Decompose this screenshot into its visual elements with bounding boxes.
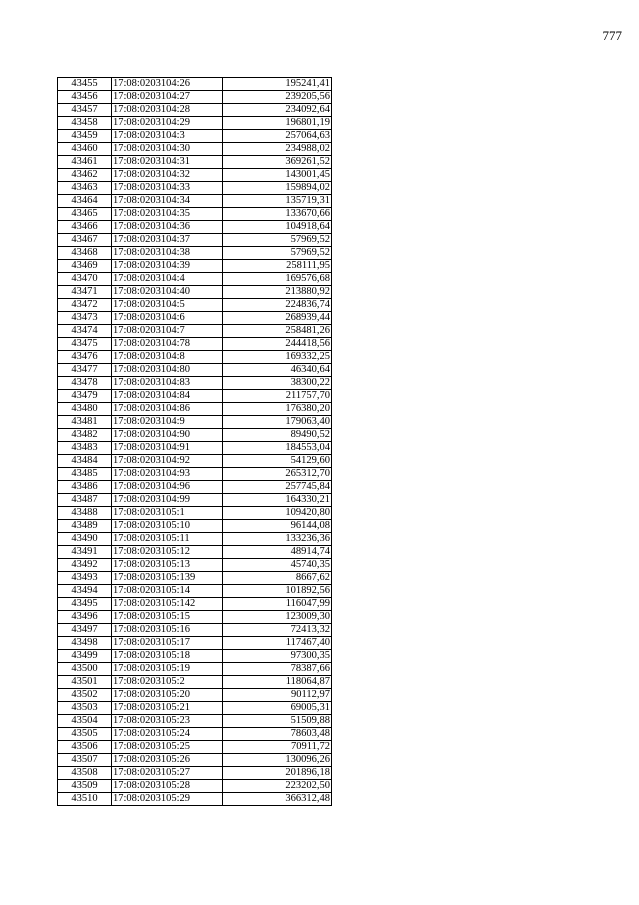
table-row <box>58 104 332 117</box>
table-row <box>58 338 332 351</box>
row-id-cell: 43507 <box>58 754 112 767</box>
cadastral-number-cell: 17:08:0203105:24 <box>112 728 223 741</box>
row-id-cell: 43472 <box>58 299 112 312</box>
cadastral-number-cell: 17:08:0203105:142 <box>112 598 223 611</box>
table-row <box>58 91 332 104</box>
table-row <box>58 390 332 403</box>
table-row <box>58 533 332 546</box>
row-id-cell: 43510 <box>58 793 112 806</box>
table-row <box>58 754 332 767</box>
value-cell: 366312,48 <box>223 793 332 806</box>
row-id-cell: 43466 <box>58 221 112 234</box>
table-row <box>58 637 332 650</box>
cadastral-number-cell: 17:08:0203104:29 <box>112 117 223 130</box>
row-id-cell: 43460 <box>58 143 112 156</box>
table-row <box>58 741 332 754</box>
table-row <box>58 468 332 481</box>
value-cell: 57969,52 <box>223 234 332 247</box>
row-id-cell: 43471 <box>58 286 112 299</box>
cadastral-number-cell: 17:08:0203105:12 <box>112 546 223 559</box>
row-id-cell: 43505 <box>58 728 112 741</box>
row-id-cell: 43506 <box>58 741 112 754</box>
row-id-cell: 43492 <box>58 559 112 572</box>
value-cell: 176380,20 <box>223 403 332 416</box>
row-id-cell: 43494 <box>58 585 112 598</box>
value-cell: 164330,21 <box>223 494 332 507</box>
cadastral-number-cell: 17:08:0203104:3 <box>112 130 223 143</box>
row-id-cell: 43498 <box>58 637 112 650</box>
row-id-cell: 43474 <box>58 325 112 338</box>
row-id-cell: 43475 <box>58 338 112 351</box>
table-row <box>58 221 332 234</box>
value-cell: 90112,97 <box>223 689 332 702</box>
row-id-cell: 43456 <box>58 91 112 104</box>
value-cell: 51509,88 <box>223 715 332 728</box>
table-row <box>58 481 332 494</box>
value-cell: 117467,40 <box>223 637 332 650</box>
value-cell: 109420,80 <box>223 507 332 520</box>
table-row <box>58 143 332 156</box>
table-row <box>58 611 332 624</box>
table-row <box>58 195 332 208</box>
cadastral-number-cell: 17:08:0203104:4 <box>112 273 223 286</box>
cadastral-number-cell: 17:08:0203104:99 <box>112 494 223 507</box>
cadastral-number-cell: 17:08:0203104:5 <box>112 299 223 312</box>
table-row <box>58 130 332 143</box>
page-number: 777 <box>602 28 622 43</box>
cadastral-number-cell: 17:08:0203104:96 <box>112 481 223 494</box>
cadastral-number-cell: 17:08:0203104:90 <box>112 429 223 442</box>
table-row <box>58 364 332 377</box>
table-row <box>58 455 332 468</box>
table-body <box>58 78 332 806</box>
row-id-cell: 43473 <box>58 312 112 325</box>
value-cell: 48914,74 <box>223 546 332 559</box>
value-cell: 169332,25 <box>223 351 332 364</box>
value-cell: 130096,26 <box>223 754 332 767</box>
value-cell: 96144,08 <box>223 520 332 533</box>
table-row <box>58 689 332 702</box>
row-id-cell: 43503 <box>58 702 112 715</box>
value-cell: 46340,64 <box>223 364 332 377</box>
row-id-cell: 43464 <box>58 195 112 208</box>
table-row <box>58 429 332 442</box>
cadastral-number-cell: 17:08:0203105:28 <box>112 780 223 793</box>
row-id-cell: 43478 <box>58 377 112 390</box>
cadastral-number-cell: 17:08:0203105:17 <box>112 637 223 650</box>
cadastral-number-cell: 17:08:0203104:8 <box>112 351 223 364</box>
row-id-cell: 43479 <box>58 390 112 403</box>
data-table <box>57 77 332 806</box>
value-cell: 369261,52 <box>223 156 332 169</box>
row-id-cell: 43470 <box>58 273 112 286</box>
row-id-cell: 43459 <box>58 130 112 143</box>
row-id-cell: 43461 <box>58 156 112 169</box>
table-row <box>58 377 332 390</box>
row-id-cell: 43467 <box>58 234 112 247</box>
table-row <box>58 78 332 91</box>
row-id-cell: 43499 <box>58 650 112 663</box>
row-id-cell: 43469 <box>58 260 112 273</box>
cadastral-number-cell: 17:08:0203105:13 <box>112 559 223 572</box>
table-row <box>58 208 332 221</box>
cadastral-number-cell: 17:08:0203104:30 <box>112 143 223 156</box>
value-cell: 118064,87 <box>223 676 332 689</box>
cadastral-number-cell: 17:08:0203104:91 <box>112 442 223 455</box>
row-id-cell: 43497 <box>58 624 112 637</box>
value-cell: 244418,56 <box>223 338 332 351</box>
cadastral-number-cell: 17:08:0203104:31 <box>112 156 223 169</box>
value-cell: 38300,22 <box>223 377 332 390</box>
table-row <box>58 156 332 169</box>
table-row <box>58 624 332 637</box>
cadastral-number-cell: 17:08:0203105:1 <box>112 507 223 520</box>
value-cell: 201896,18 <box>223 767 332 780</box>
cadastral-number-cell: 17:08:0203105:19 <box>112 663 223 676</box>
row-id-cell: 43485 <box>58 468 112 481</box>
row-id-cell: 43458 <box>58 117 112 130</box>
table-row <box>58 403 332 416</box>
value-cell: 72413,32 <box>223 624 332 637</box>
row-id-cell: 43462 <box>58 169 112 182</box>
table-row <box>58 546 332 559</box>
cadastral-number-cell: 17:08:0203104:84 <box>112 390 223 403</box>
cadastral-number-cell: 17:08:0203105:23 <box>112 715 223 728</box>
row-id-cell: 43481 <box>58 416 112 429</box>
row-id-cell: 43509 <box>58 780 112 793</box>
table-row <box>58 507 332 520</box>
row-id-cell: 43508 <box>58 767 112 780</box>
row-id-cell: 43493 <box>58 572 112 585</box>
cadastral-number-cell: 17:08:0203105:25 <box>112 741 223 754</box>
value-cell: 257064,63 <box>223 130 332 143</box>
cadastral-number-cell: 17:08:0203104:6 <box>112 312 223 325</box>
cadastral-number-cell: 17:08:0203104:80 <box>112 364 223 377</box>
cadastral-number-cell: 17:08:0203104:92 <box>112 455 223 468</box>
value-cell: 123009,30 <box>223 611 332 624</box>
table-row <box>58 273 332 286</box>
row-id-cell: 43457 <box>58 104 112 117</box>
value-cell: 265312,70 <box>223 468 332 481</box>
cadastral-number-cell: 17:08:0203105:16 <box>112 624 223 637</box>
cadastral-number-cell: 17:08:0203104:7 <box>112 325 223 338</box>
cadastral-number-cell: 17:08:0203105:26 <box>112 754 223 767</box>
row-id-cell: 43482 <box>58 429 112 442</box>
cadastral-number-cell: 17:08:0203104:33 <box>112 182 223 195</box>
cadastral-number-cell: 17:08:0203105:10 <box>112 520 223 533</box>
table-row <box>58 767 332 780</box>
cadastral-number-cell: 17:08:0203105:27 <box>112 767 223 780</box>
table-row <box>58 312 332 325</box>
value-cell: 45740,35 <box>223 559 332 572</box>
value-cell: 211757,70 <box>223 390 332 403</box>
row-id-cell: 43489 <box>58 520 112 533</box>
table-row <box>58 663 332 676</box>
table-row <box>58 416 332 429</box>
cadastral-number-cell: 17:08:0203105:15 <box>112 611 223 624</box>
table-row <box>58 286 332 299</box>
value-cell: 78387,66 <box>223 663 332 676</box>
value-cell: 224836,74 <box>223 299 332 312</box>
table-row <box>58 520 332 533</box>
cadastral-number-cell: 17:08:0203104:39 <box>112 260 223 273</box>
value-cell: 159894,02 <box>223 182 332 195</box>
value-cell: 97300,35 <box>223 650 332 663</box>
row-id-cell: 43468 <box>58 247 112 260</box>
value-cell: 69005,31 <box>223 702 332 715</box>
cadastral-number-cell: 17:08:0203105:2 <box>112 676 223 689</box>
table-row <box>58 650 332 663</box>
value-cell: 104918,64 <box>223 221 332 234</box>
table-row <box>58 585 332 598</box>
table-row <box>58 780 332 793</box>
cadastral-number-cell: 17:08:0203104:78 <box>112 338 223 351</box>
row-id-cell: 43455 <box>58 78 112 91</box>
row-id-cell: 43484 <box>58 455 112 468</box>
cadastral-number-cell: 17:08:0203104:32 <box>112 169 223 182</box>
table-row <box>58 728 332 741</box>
row-id-cell: 43477 <box>58 364 112 377</box>
table-row <box>58 598 332 611</box>
cadastral-number-cell: 17:08:0203104:9 <box>112 416 223 429</box>
table-row <box>58 702 332 715</box>
value-cell: 223202,50 <box>223 780 332 793</box>
row-id-cell: 43476 <box>58 351 112 364</box>
cadastral-number-cell: 17:08:0203104:36 <box>112 221 223 234</box>
row-id-cell: 43500 <box>58 663 112 676</box>
value-cell: 89490,52 <box>223 429 332 442</box>
value-cell: 239205,56 <box>223 91 332 104</box>
value-cell: 169576,68 <box>223 273 332 286</box>
table-row <box>58 715 332 728</box>
value-cell: 143001,45 <box>223 169 332 182</box>
cadastral-number-cell: 17:08:0203104:26 <box>112 78 223 91</box>
row-id-cell: 43502 <box>58 689 112 702</box>
table-row <box>58 182 332 195</box>
value-cell: 268939,44 <box>223 312 332 325</box>
cadastral-number-cell: 17:08:0203104:83 <box>112 377 223 390</box>
row-id-cell: 43465 <box>58 208 112 221</box>
cadastral-number-cell: 17:08:0203105:20 <box>112 689 223 702</box>
value-cell: 234988,02 <box>223 143 332 156</box>
value-cell: 179063,40 <box>223 416 332 429</box>
cadastral-number-cell: 17:08:0203104:34 <box>112 195 223 208</box>
cadastral-number-cell: 17:08:0203104:28 <box>112 104 223 117</box>
value-cell: 213880,92 <box>223 286 332 299</box>
value-cell: 258481,26 <box>223 325 332 338</box>
row-id-cell: 43480 <box>58 403 112 416</box>
cadastral-number-cell: 17:08:0203104:93 <box>112 468 223 481</box>
table-row <box>58 351 332 364</box>
row-id-cell: 43490 <box>58 533 112 546</box>
table-row <box>58 676 332 689</box>
value-cell: 195241,41 <box>223 78 332 91</box>
cadastral-number-cell: 17:08:0203104:38 <box>112 247 223 260</box>
row-id-cell: 43501 <box>58 676 112 689</box>
table-row <box>58 793 332 806</box>
cadastral-number-cell: 17:08:0203105:29 <box>112 793 223 806</box>
row-id-cell: 43491 <box>58 546 112 559</box>
table-row <box>58 117 332 130</box>
value-cell: 116047,99 <box>223 598 332 611</box>
cadastral-number-cell: 17:08:0203104:40 <box>112 286 223 299</box>
table-row <box>58 169 332 182</box>
table-row <box>58 494 332 507</box>
value-cell: 135719,31 <box>223 195 332 208</box>
row-id-cell: 43483 <box>58 442 112 455</box>
value-cell: 101892,56 <box>223 585 332 598</box>
cadastral-number-cell: 17:08:0203105:14 <box>112 585 223 598</box>
table-row <box>58 442 332 455</box>
table-row <box>58 234 332 247</box>
table-row <box>58 559 332 572</box>
row-id-cell: 43495 <box>58 598 112 611</box>
value-cell: 234092,64 <box>223 104 332 117</box>
table-row <box>58 247 332 260</box>
value-cell: 196801,19 <box>223 117 332 130</box>
row-id-cell: 43463 <box>58 182 112 195</box>
value-cell: 258111,95 <box>223 260 332 273</box>
row-id-cell: 43487 <box>58 494 112 507</box>
value-cell: 257745,84 <box>223 481 332 494</box>
table-row <box>58 325 332 338</box>
row-id-cell: 43496 <box>58 611 112 624</box>
value-cell: 133670,66 <box>223 208 332 221</box>
value-cell: 184553,04 <box>223 442 332 455</box>
row-id-cell: 43486 <box>58 481 112 494</box>
cadastral-number-cell: 17:08:0203105:11 <box>112 533 223 546</box>
value-cell: 133236,36 <box>223 533 332 546</box>
cadastral-number-cell: 17:08:0203104:37 <box>112 234 223 247</box>
cadastral-number-cell: 17:08:0203105:18 <box>112 650 223 663</box>
cadastral-number-cell: 17:08:0203104:27 <box>112 91 223 104</box>
cadastral-number-cell: 17:08:0203105:139 <box>112 572 223 585</box>
cadastral-number-cell: 17:08:0203104:35 <box>112 208 223 221</box>
table-row <box>58 260 332 273</box>
cadastral-number-cell: 17:08:0203105:21 <box>112 702 223 715</box>
table-row <box>58 299 332 312</box>
cadastral-number-cell: 17:08:0203104:86 <box>112 403 223 416</box>
table-row <box>58 572 332 585</box>
row-id-cell: 43504 <box>58 715 112 728</box>
row-id-cell: 43488 <box>58 507 112 520</box>
value-cell: 57969,52 <box>223 247 332 260</box>
value-cell: 54129,60 <box>223 455 332 468</box>
value-cell: 70911,72 <box>223 741 332 754</box>
value-cell: 78603,48 <box>223 728 332 741</box>
value-cell: 8667,62 <box>223 572 332 585</box>
